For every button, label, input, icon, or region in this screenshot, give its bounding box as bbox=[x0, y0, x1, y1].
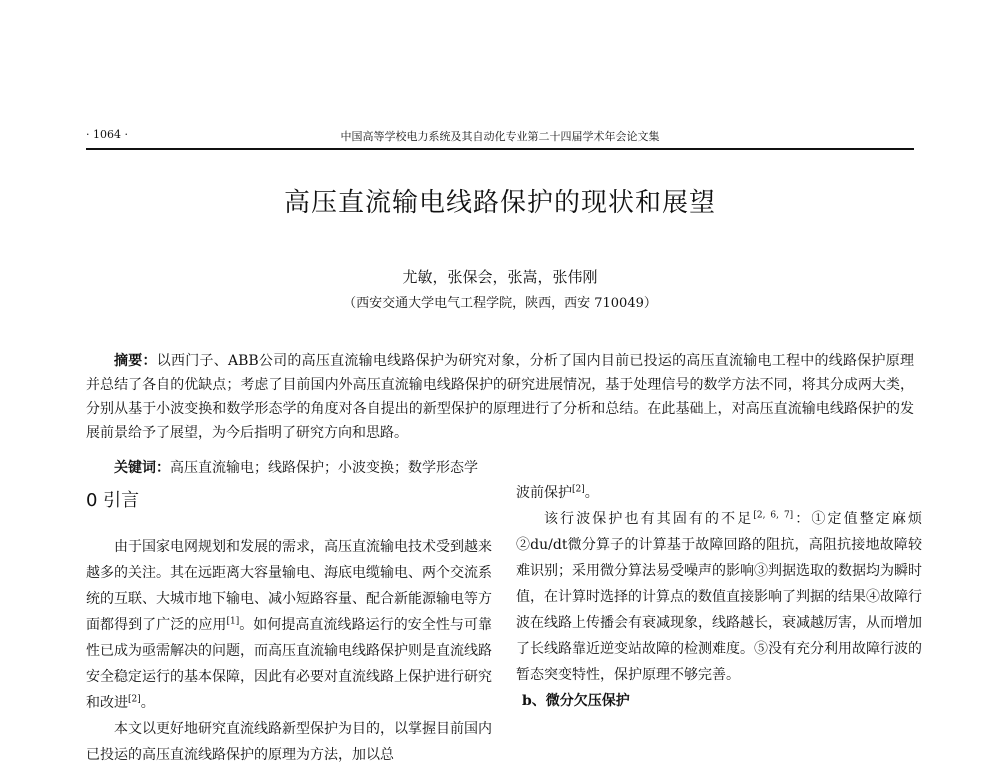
abstract-text: 以西门子、ABB公司的高压直流输电线路保护为研究对象，分析了国内目前已投运的高压直流输电工程中的线路保护原理并总结了各自的优缺点；考虑了目前国内外高压直流输电线路保护的研究进展情况，基于处理信号的数学方法不同，将其分成两大类，分别从基于小波变换和数学形态学的角度对各自提出的新型保护的原理进行了分析和总结。在此基础上，对高压直流输电线路保护的发展前景给予了展望，为今后指明了研究方向和思路。 bbox=[86, 353, 915, 441]
page-number: · 1064 · bbox=[86, 128, 128, 141]
paper-title: 高压直流输电线路保护的现状和展望 bbox=[283, 188, 716, 218]
paragraph-continuation: 波前保护[2]。 bbox=[516, 484, 599, 501]
abstract bbox=[86, 349, 914, 445]
subsection-heading: b、微分欠压保护 bbox=[522, 693, 630, 709]
left-column bbox=[86, 480, 492, 768]
citation: [1] bbox=[226, 616, 240, 627]
citation: [2, 6, 7] bbox=[753, 510, 794, 521]
keywords bbox=[114, 457, 914, 477]
citation: [2] bbox=[128, 694, 141, 705]
intro-paragraph-1: 由于国家电网规划和发展的需求，高压直流输电技术受到越来越多的关注。其在远距离大容量输电、海底电缆输电、两个交流系统的互联、大城市地下输电、减小短路容量、配合新能源输电等方面都得到了广泛的应用[1]。如何提高直流线路运行的安全性与可靠性已成为亟需解决的问题，而高压直流输电线路保护则是直流线路安全稳定运行的基本保障，因此有必要对直流线路上保护进行研究和改进[2]。 bbox=[86, 539, 493, 711]
intro-paragraph-2: 本文以更好地研究直流线路新型保护为目的，以掌握目前国内已投运的高压直流线路保护的原理为方法，加以总 bbox=[86, 721, 492, 763]
section-heading: 0 引言 bbox=[86, 490, 140, 511]
shortcomings-paragraph: 该行波保护也有其固有的不足[2, 6, 7]：①定值整定麻烦②du/dt微分算子的计算基于故障回路的阻抗，高阻抗接地故障较难识别；采用微分算法易受噪声的影响③判据选取的数据均为瞬时值，在计算时选择的计算点的数值直接影响了判据的结果④故障行波在线路上传播会有衰减现象，线路越长，衰减越厉害，从而增加了长线路靠近逆变站故障的检测难度。⑤没有充分利用故障行波的暂态突变特性，保护原理不够完善。 bbox=[516, 510, 923, 683]
keywords-label: 关键词： bbox=[114, 460, 170, 476]
citation: [2] bbox=[572, 484, 585, 495]
affiliation: （西安交通大学电气工程学院，陕西，西安 710049） bbox=[343, 296, 657, 311]
running-header bbox=[86, 124, 914, 150]
authors: 尤敏，张保会，张嵩，张伟刚 bbox=[402, 268, 598, 286]
journal-title: 中国高等学校电力系统及其自动化专业第二十四届学术年会论文集 bbox=[340, 130, 660, 143]
keywords-text: 高压直流输电；线路保护；小波变换；数学形态学 bbox=[170, 460, 478, 476]
abstract-label: 摘要： bbox=[114, 353, 157, 369]
right-column bbox=[516, 480, 922, 714]
